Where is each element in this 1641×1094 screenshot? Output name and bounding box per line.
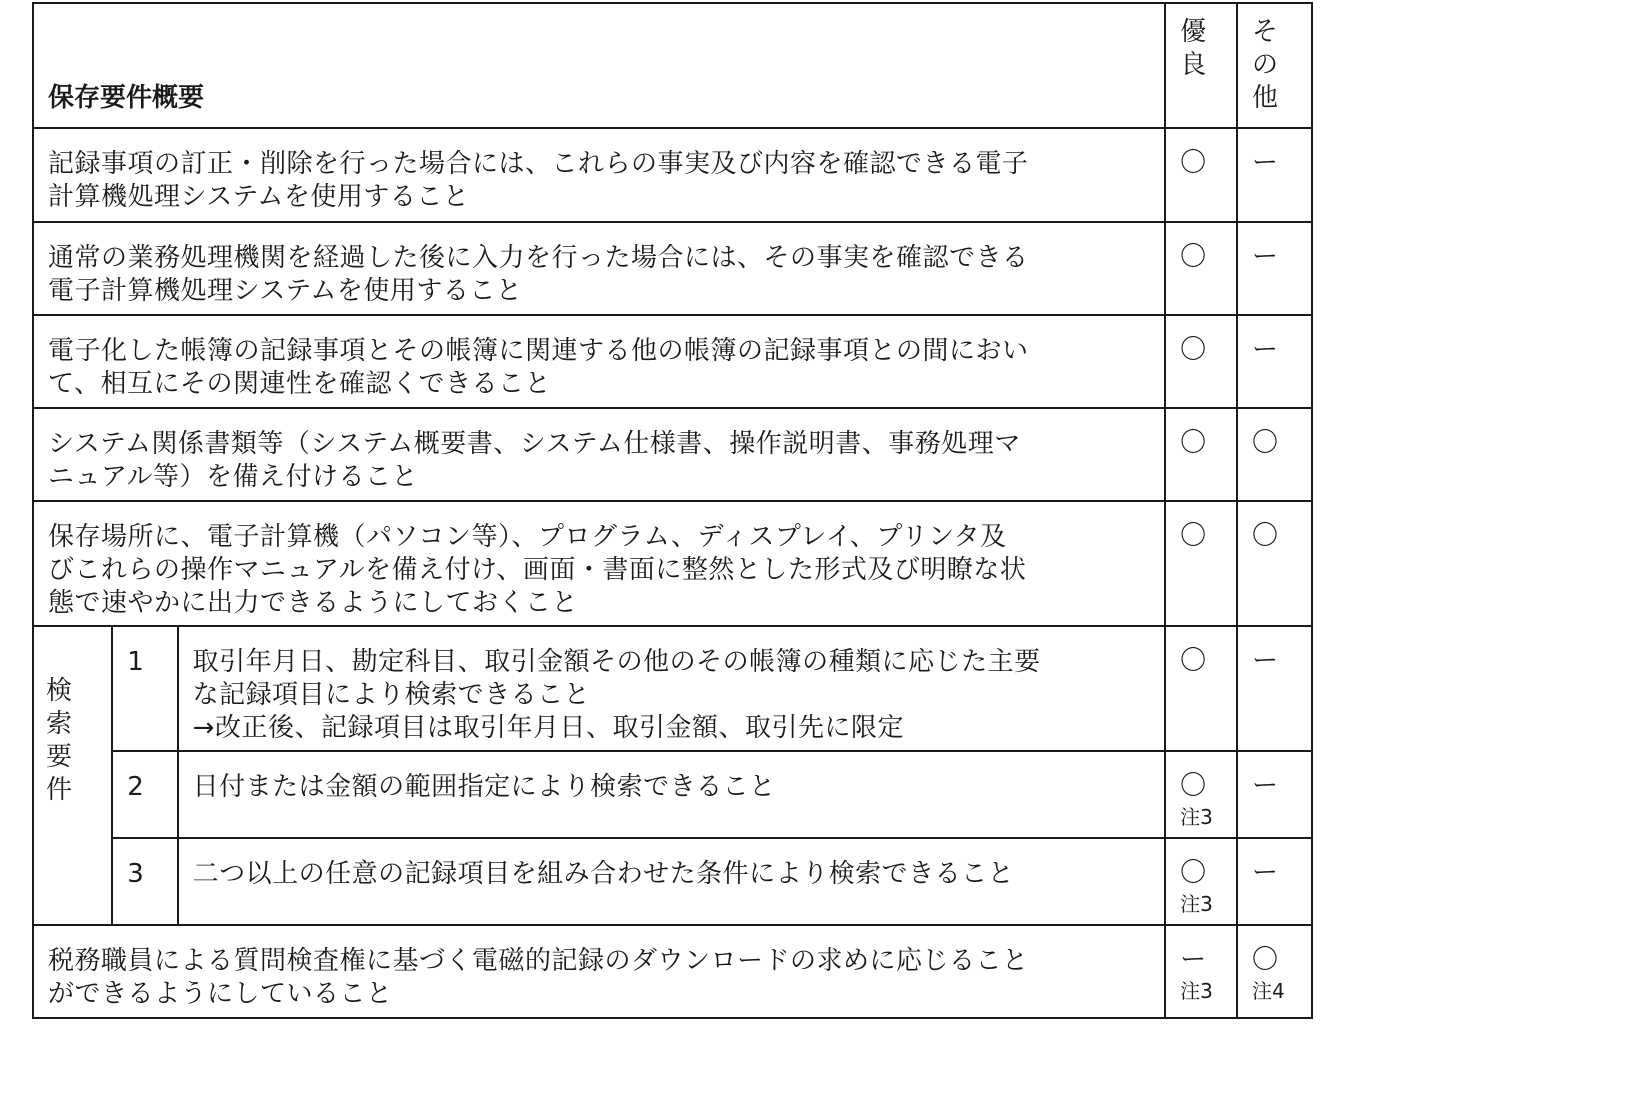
excellent-cell [1165, 838, 1237, 925]
table-row [33, 222, 1312, 315]
requirement-text: 記録事項の訂正・削除を行った場合には、これらの事実及び内容を確認できる電子 計算機処理システムを使用すること [33, 128, 1165, 222]
other-mark: ー [1251, 858, 1278, 888]
excellent-note: 注3 [1180, 892, 1213, 916]
excellent-mark: 〇 [1180, 335, 1207, 365]
excellent-cell [1165, 925, 1237, 1018]
table-row [33, 408, 1312, 501]
requirements-table [32, 2, 1313, 1019]
other-cell [1237, 222, 1312, 315]
requirement-text: 電子化した帳簿の記録事項とその帳簿に関連する他の帳簿の記録事項との間におい て、相互にその関連性を確認くできること [33, 315, 1165, 408]
header-excellent: 優 良 [1165, 3, 1237, 128]
search-row [33, 626, 1312, 751]
search-requirement-text: 二つ以上の任意の記録項目を組み合わせた条件により検索できること [178, 838, 1166, 925]
other-mark: ー [1251, 148, 1278, 178]
other-mark: 〇 [1251, 521, 1278, 551]
table-row [33, 128, 1312, 222]
excellent-mark: 〇 [1180, 646, 1207, 676]
excellent-cell [1165, 315, 1237, 408]
excellent-note: 注3 [1180, 979, 1213, 1003]
search-requirements-label: 検 索 要 件 [33, 626, 112, 925]
excellent-mark: ー [1180, 945, 1207, 975]
excellent-mark: 〇 [1180, 148, 1207, 178]
other-mark: ー [1251, 242, 1278, 272]
excellent-cell [1165, 751, 1237, 838]
requirement-text: 通常の業務処理機関を経過した後に入力を行った場合には、その事実を確認できる 電子計算機処理システムを使用すること [33, 222, 1165, 315]
excellent-note: 注3 [1180, 805, 1213, 829]
other-cell [1237, 925, 1312, 1018]
excellent-cell [1165, 222, 1237, 315]
requirement-text: システム関係書類等（システム概要書、システム仕様書、操作説明書、事務処理マ ニュアル等）を備え付けること [33, 408, 1165, 501]
excellent-cell [1165, 626, 1237, 751]
header-title: 保存要件概要 [33, 3, 1165, 128]
excellent-mark: 〇 [1180, 521, 1207, 551]
other-mark: 〇 [1251, 945, 1278, 975]
other-note: 注4 [1251, 979, 1285, 1003]
other-mark: ー [1251, 335, 1278, 365]
search-requirement-text: 日付または金額の範囲指定により検索できること [178, 751, 1166, 838]
excellent-cell [1165, 501, 1237, 626]
item-number: 1 [112, 626, 177, 751]
item-number: 2 [112, 751, 177, 838]
other-cell [1237, 501, 1312, 626]
search-row [33, 751, 1312, 838]
item-number: 3 [112, 838, 177, 925]
excellent-mark: 〇 [1180, 858, 1207, 888]
search-requirement-text: 取引年月日、勘定科目、取引金額その他のその帳簿の種類に応じた主要 な記録項目により検索できること →改正後、記録項目は取引年月日、取引金額、取引先に限定 [178, 626, 1166, 751]
table-row [33, 315, 1312, 408]
other-mark: 〇 [1251, 428, 1278, 458]
excellent-mark: 〇 [1180, 771, 1207, 801]
requirement-text: 保存場所に、電子計算機（パソコン等）、プログラム、ディスプレイ、プリンタ及 びこれらの操作マニュアルを備え付け、画面・書面に整然とした形式及び明瞭な状 態で速やかに出力できるようにしておくこと [33, 501, 1165, 626]
header-row [33, 3, 1312, 128]
other-cell [1237, 626, 1312, 751]
search-row [33, 838, 1312, 925]
excellent-mark: 〇 [1180, 242, 1207, 272]
other-cell [1237, 128, 1312, 222]
excellent-cell [1165, 408, 1237, 501]
excellent-mark: 〇 [1180, 428, 1207, 458]
table-row [33, 925, 1312, 1018]
other-cell [1237, 408, 1312, 501]
requirement-text: 税務職員による質問検査権に基づく電磁的記録のダウンロードの求めに応じること ができるようにしていること [33, 925, 1165, 1018]
table-row [33, 501, 1312, 626]
other-mark: ー [1251, 646, 1278, 676]
other-cell [1237, 315, 1312, 408]
other-cell [1237, 751, 1312, 838]
other-cell [1237, 838, 1312, 925]
other-mark: ー [1251, 771, 1278, 801]
excellent-cell [1165, 128, 1237, 222]
header-other: そ の 他 [1237, 3, 1312, 128]
